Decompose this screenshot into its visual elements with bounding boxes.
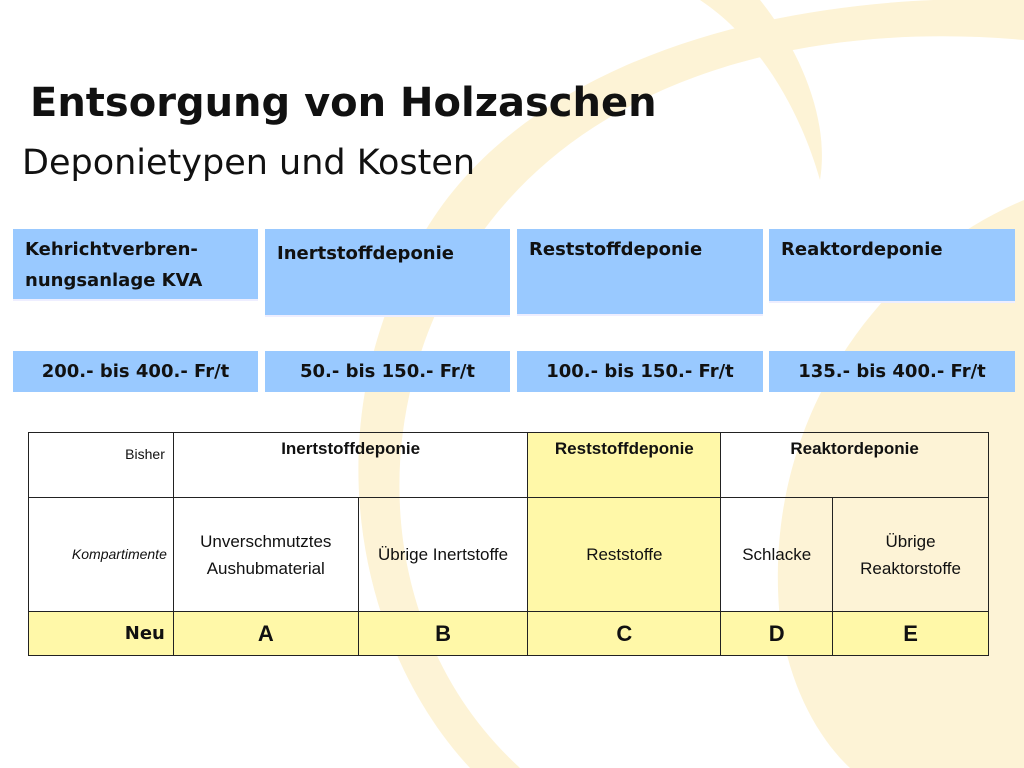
header-inertstoffdeponie: Inertstoffdeponie — [173, 433, 528, 498]
row-label-bisher: Bisher — [29, 433, 174, 498]
header-reaktordeponie: Reaktordeponie — [721, 433, 989, 498]
komp-cell-uebrige-reaktor: Übrige Reaktorstoffe — [833, 498, 989, 612]
komp-cell-aushub: Unverschmutztes Aushubmaterial — [173, 498, 358, 612]
type-label-inertstoff: Inertstoffdeponie — [277, 243, 455, 264]
type-label-kva: Kehrichtverbren- nungsanlage KVA — [25, 239, 203, 291]
type-box-inertstoff — [265, 229, 510, 317]
comparison-table — [28, 432, 989, 656]
slide-title: Entsorgung von Holzaschen — [30, 80, 657, 126]
cost-kva: 200.- bis 400.- Fr/t — [13, 351, 258, 392]
neu-cell-e: E — [833, 612, 989, 656]
type-box-reaktor — [769, 229, 1015, 303]
cost-reststoff: 100.- bis 150.- Fr/t — [517, 351, 763, 392]
type-label-reststoff: Reststoffdeponie — [529, 239, 703, 260]
cost-reaktor: 135.- bis 400.- Fr/t — [769, 351, 1015, 392]
neu-cell-c: C — [528, 612, 721, 656]
table-row-bisher — [29, 433, 989, 498]
neu-cell-a: A — [173, 612, 358, 656]
type-box-reststoff — [517, 229, 763, 316]
row-label-neu: Neu — [29, 612, 174, 656]
header-reststoffdeponie: Reststoffdeponie — [528, 433, 721, 498]
komp-cell-schlacke: Schlacke — [721, 498, 833, 612]
table-row-kompartimente — [29, 498, 989, 612]
komp-cell-uebrige-inert: Übrige Inertstoffe — [358, 498, 528, 612]
komp-cell-reststoffe: Reststoffe — [528, 498, 721, 612]
row-label-kompartimente: Kompartimente — [29, 498, 174, 612]
type-label-reaktor: Reaktordeponie — [781, 239, 943, 260]
type-box-kva — [13, 229, 258, 301]
neu-cell-b: B — [358, 612, 528, 656]
slide-subtitle: Deponietypen und Kosten — [22, 143, 476, 183]
neu-cell-d: D — [721, 612, 833, 656]
cost-inertstoff: 50.- bis 150.- Fr/t — [265, 351, 510, 392]
table-row-neu — [29, 612, 989, 656]
